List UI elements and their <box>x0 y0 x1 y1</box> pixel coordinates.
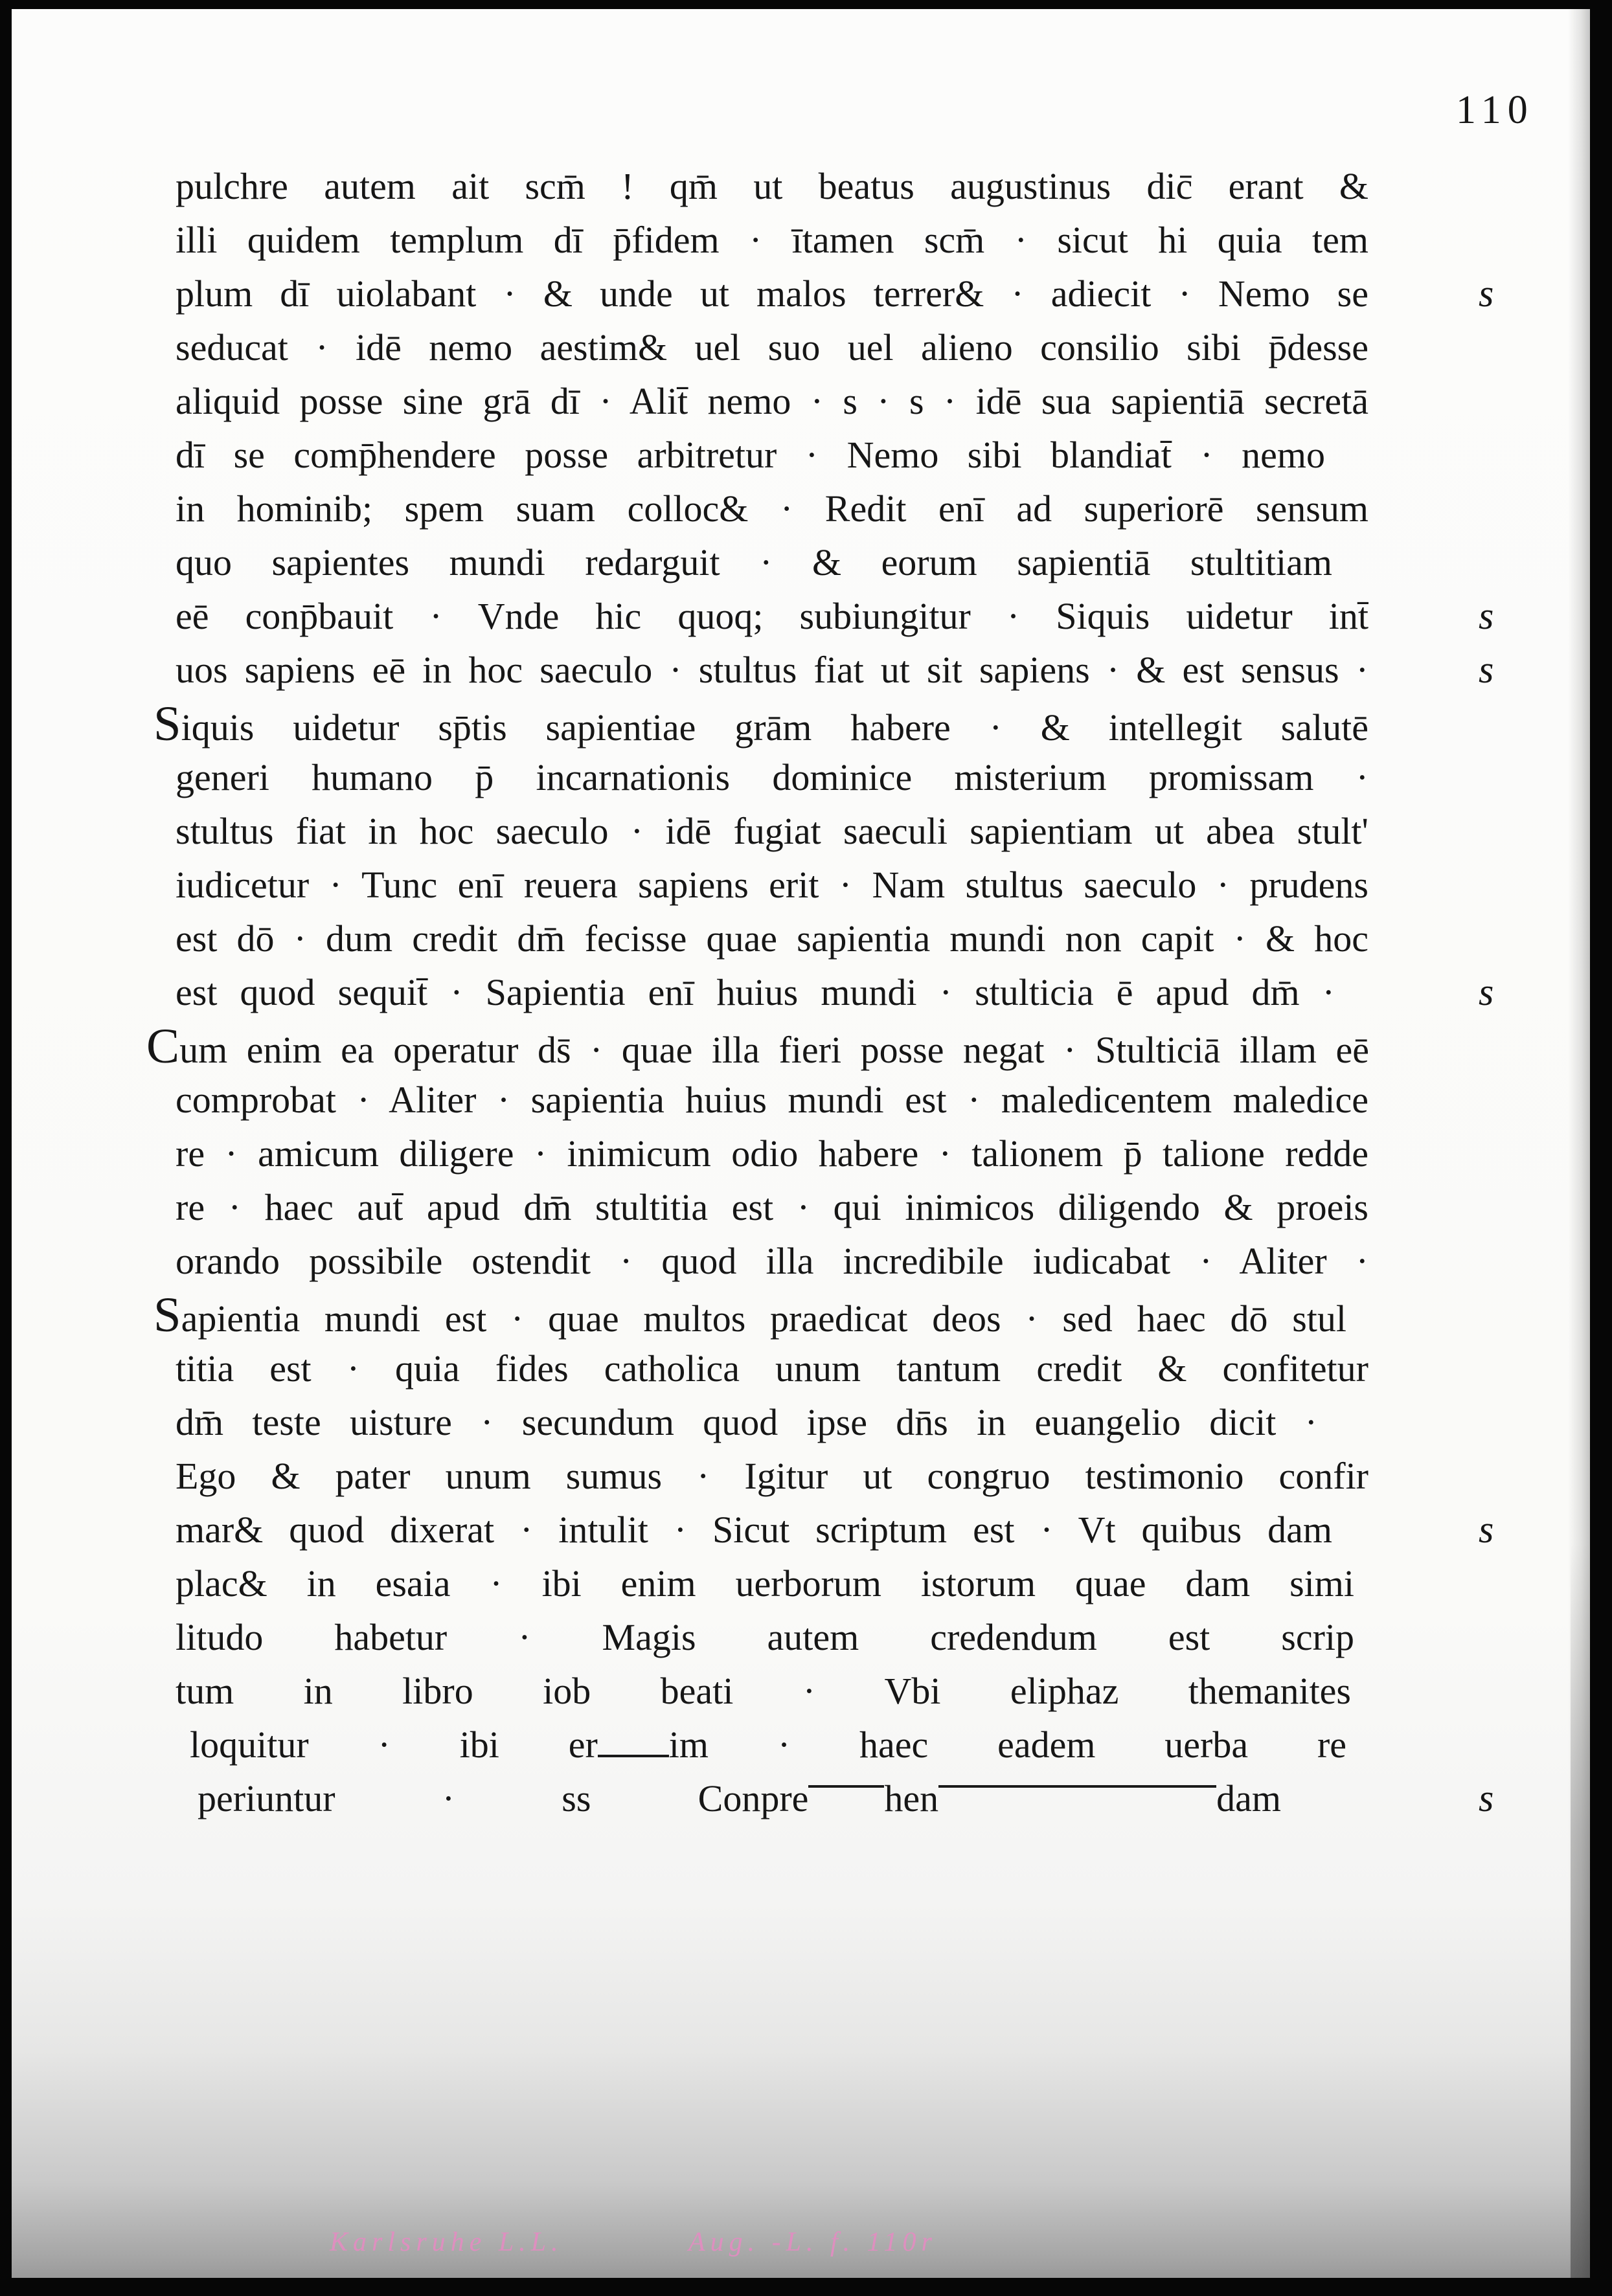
manuscript-line-4: seducat · idē nemo aestim& uel suo uel alieno consilio sibi p̄desse <box>176 326 1368 368</box>
manuscript-line-10: uos sapiens eē in hoc saeculo · stultus fiat ut sit sapiens · & est sensus · <box>176 649 1368 691</box>
line31-filler-stroke-1 <box>808 1785 884 1788</box>
folio-number: 110 <box>1456 88 1534 132</box>
line30-word-im: im · <box>668 1724 791 1766</box>
line30-word-loquitur: loquitur · <box>190 1724 391 1766</box>
manuscript-line-15: est dō · dum credit dm̄ fecisse quae sapientia mundi non capit · & hoc <box>176 917 1368 960</box>
manuscript-line-14: iudicetur · Tunc enī reuera sapiens erit · Nam stultus saeculo · prudens <box>176 864 1368 906</box>
manuscript-line-13: stultus fiat in hoc saeculo · idē fugiat saeculi sapientiam ut abea stult' <box>176 810 1368 852</box>
manuscript-line-1: pulchre autem ait scm̄ ! qm̄ ut beatus augustinus dic̄ erant & <box>176 165 1368 207</box>
line30-filler-stroke <box>598 1755 669 1757</box>
margin-note-mark: s <box>1479 594 1494 637</box>
manuscript-line-26: mar& quod dixerat · intulit · Sicut scriptum est · Vt quibus dam <box>176 1509 1332 1551</box>
manuscript-line-7: in hominib; spem suam colloc& · Redit enī ad superiorē sensum <box>176 488 1368 530</box>
manuscript-line-20: re · haec aut̄ apud dm̄ stultitia est · qui inimicos diligendo & proeis <box>176 1186 1368 1228</box>
manuscript-line-3: plum dī uiolabant · & unde ut malos terrer& · adiecit · Nemo se <box>176 273 1368 315</box>
manuscript-line-8: quo sapientes mundi redarguit · & eorum sapientiā stultitiam <box>176 541 1332 583</box>
manuscript-line-21: orando possibile ostendit · quod illa incredibile iudicabat · Aliter · <box>176 1240 1368 1282</box>
manuscript-line-25: Ego & pater unum sumus · Igitur ut congruo testimonio confir <box>176 1455 1368 1497</box>
line31-mark-ss: ss <box>562 1777 591 1819</box>
manuscript-line-31 <box>198 1772 1281 1825</box>
margin-note-mark: s <box>1479 1508 1494 1551</box>
manuscript-line-29: tum in libro iob beati · Vbi eliphaz themanites <box>176 1670 1351 1712</box>
margin-note-mark: s <box>1479 272 1494 315</box>
library-stamp-shelfmark: Aug. -L. f. 110r <box>688 2227 937 2257</box>
manuscript-line-28: litudo habetur · Magis autem credendum est scrip <box>176 1616 1354 1658</box>
line31-word-periuntur: periuntur · <box>198 1777 455 1819</box>
line30-words-haec-eadem: haec eadem <box>859 1724 1096 1766</box>
manuscript-line-11: Siquis uidetur sp̄tis sapientiae grām habere · & intellegit salutē <box>153 697 1368 750</box>
manuscript-line-18: comprobat · Aliter · sapientia huius mundi est · maledicentem maledice <box>176 1079 1368 1121</box>
manuscript-line-2: illi quidem templum dī p̄fidem · ītamen scm̄ · sicut hi quia tem <box>176 219 1368 261</box>
line31-word-conpre: Conpre <box>698 1777 809 1819</box>
margin-note-mark: s <box>1479 1777 1494 1819</box>
margin-note-mark: s <box>1479 971 1494 1013</box>
manuscript-line-17: Cum enim ea operatur ds̄ · quae illa fieri posse negat · Stulticiā illam eē <box>146 1019 1369 1073</box>
manuscript-line-23: titia est · quia fides catholica unum tantum credit & confitetur <box>176 1347 1368 1390</box>
margin-note-mark: s <box>1479 648 1494 691</box>
manuscript-line-24: dm̄ teste uisture · secundum quod ipse dn̄s in euangelio dicit · <box>176 1401 1317 1443</box>
line31-word-hen: hen <box>884 1777 939 1819</box>
line30-word-uerba: uerba <box>1164 1724 1249 1766</box>
manuscript-line-19: re · amicum diligere · inimicum odio habere · talionem p̄ talione redde <box>176 1132 1368 1175</box>
line30-word-re: re <box>1317 1724 1346 1766</box>
line31-filler-stroke-2 <box>938 1785 1216 1788</box>
manuscript-line-6: dī se comp̄hendere posse arbitretur · Nemo sibi blandiat̄ · nemo <box>176 434 1325 476</box>
manuscript-line-16: est quod sequit̄ · Sapientia enī huius mundi · stulticia ē apud dm̄ · <box>176 971 1335 1013</box>
manuscript-line-27: plac& in esaia · ibi enim uerborum istorum quae dam simi <box>176 1562 1354 1604</box>
line31-word-dam: dam <box>1216 1777 1281 1819</box>
manuscript-line-30 <box>190 1718 1346 1772</box>
manuscript-line-12: generi humano p̄ incarnationis dominice misterium promissam · <box>176 756 1368 798</box>
manuscript-text <box>146 159 1406 1825</box>
scan-edge-lower <box>1571 1544 1590 2278</box>
manuscript-line-22: Sapientia mundi est · quae multos praedicat deos · sed haec dō stul <box>153 1288 1346 1342</box>
manuscript-line-5: aliquid posse sine grā dī · Alit̄ nemo · s · s · idē sua sapientiā secretā <box>176 380 1368 422</box>
library-stamp-location: Karlsruhe L.L. <box>330 2227 563 2257</box>
line30-word-ibi-er: ibi er <box>459 1724 598 1766</box>
manuscript-line-9: eē conp̄bauit · Vnde hic quoq; subiungitur · Siquis uidetur int̄ <box>176 595 1368 637</box>
